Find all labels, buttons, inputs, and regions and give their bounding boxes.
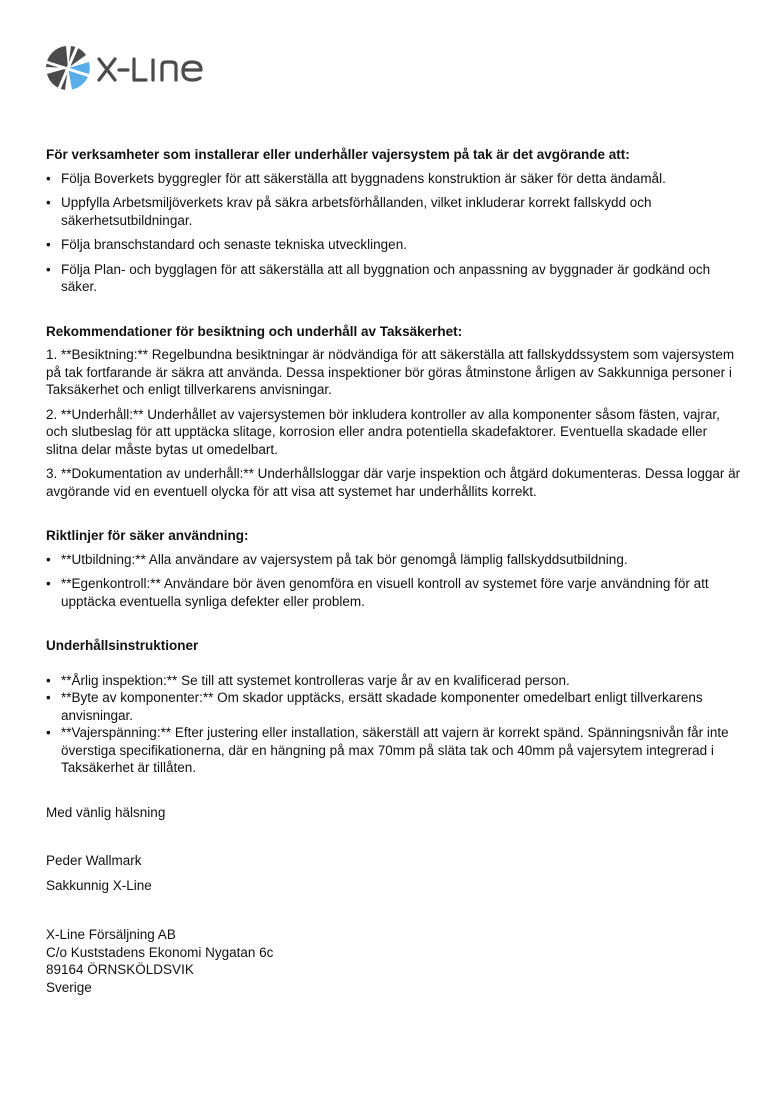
list-item: • Följa branschstandard och senaste tekniska utvecklingen. [46,236,741,254]
list-item: • Följa Boverkets byggregler för att säkerställa att byggnadens konstruktion är säker för detta ändamål. [46,170,741,188]
address-country: Sverige [46,979,92,995]
address-postal: 89164 ÖRNSKÖLDSVIK [46,962,194,977]
section-heading: Riktlinjer för säker användning: [46,528,249,543]
list-item: • **Byte av komponenter:** Om skador upptäcks, ersätt skadade komponenter omedelbart enligt tillverkarens anvisningar. [46,689,741,724]
safe-use-list [46,551,741,611]
list-item: • Uppfylla Arbetsmiljöverkets krav på säkra arbetsförhållanden, vilket inkluderar korrekt fallskydd och säkerhetsutbildningar. [46,194,741,229]
x-line-logo-mark [45,44,207,92]
signer-title: Sakkunnig X-Line [46,877,152,893]
signer-name: Peder Wallmark [46,853,142,868]
obligations-list [46,170,741,296]
signature-block [46,804,741,895]
section-heading: För verksamheter som installerar eller underhåller vajersystem på tak är det avgörande att: [46,147,630,162]
company-address [46,926,741,996]
address-street: C/o Kuststadens Ekonomi Nygatan 6c [46,944,274,960]
closing-text: Med vänlig hälsning [46,804,166,820]
maintenance-list [46,672,741,777]
recommendation-paragraph: 3. **Dokumentation av underhåll:** Underhållsloggar där varje inspektion och åtgärd dokumenteras. Dessa loggar är avgörande vid en eventuell olycka för att visa att systemet har underhållits korrekt. [46,466,741,499]
section-obligations [46,146,741,296]
section-heading: Underhållsinstruktioner [46,638,199,653]
list-item: • **Vajerspänning:** Efter justering eller installation, säkerställ att vajern är korrekt spänd. Spänningsnivån får inte överstiga specifikationerna, där en hängning på max 70mm på släta tak och 40mm på vajersytem integrerad i Taksäkerhet är tillåten. [46,724,741,777]
x-line-logo [45,44,207,92]
recommendation-paragraph: 2. **Underhåll:** Underhållet av vajersystemen bör inkludera kontroller av alla komponenter såsom fästen, vajrar, och slutbeslag för att upptäcka slitage, korrosion eller andra potentiella skadefaktorer. Eventuella skadade eller slitna delar måste bytas ut omedelbart. [46,406,720,457]
section-heading: Rekommendationer för besiktning och underhåll av Taksäkerhet: [46,323,463,339]
section-safe-use [46,527,741,610]
list-item: • Följa Plan- och bygglagen för att säkerställa att all byggnation och anpassning av byggnader är godkänd och säker. [46,261,741,296]
list-item: • **Utbildning:** Alla användare av vajersystem på tak bör genomgå lämplig fallskyddsutbildning. [46,551,741,569]
section-recommendations [46,323,741,501]
list-item: • **Egenkontroll:** Användare bör även genomföra en visuell kontroll av systemet före varje användning för att upptäcka eventuella synliga defekter eller problem. [46,575,741,610]
section-maintenance [46,637,741,777]
address-company: X-Line Försäljning AB [46,927,176,942]
list-item: • **Årlig inspektion:** Se till att systemet kontrolleras varje år av en kvalificerad person. [46,672,741,690]
letter-body [46,146,741,996]
recommendation-paragraph: 1. **Besiktning:** Regelbundna besiktningar är nödvändiga för att säkerställa att fallskyddssystem som vajersystem på tak fortfarande är säkra att använda. Dessa inspektioner bör göras åtminstone årligen av Sakkunniga personer i Taksäkerhet och enligt tillverkarens anvisningar. [46,347,735,397]
